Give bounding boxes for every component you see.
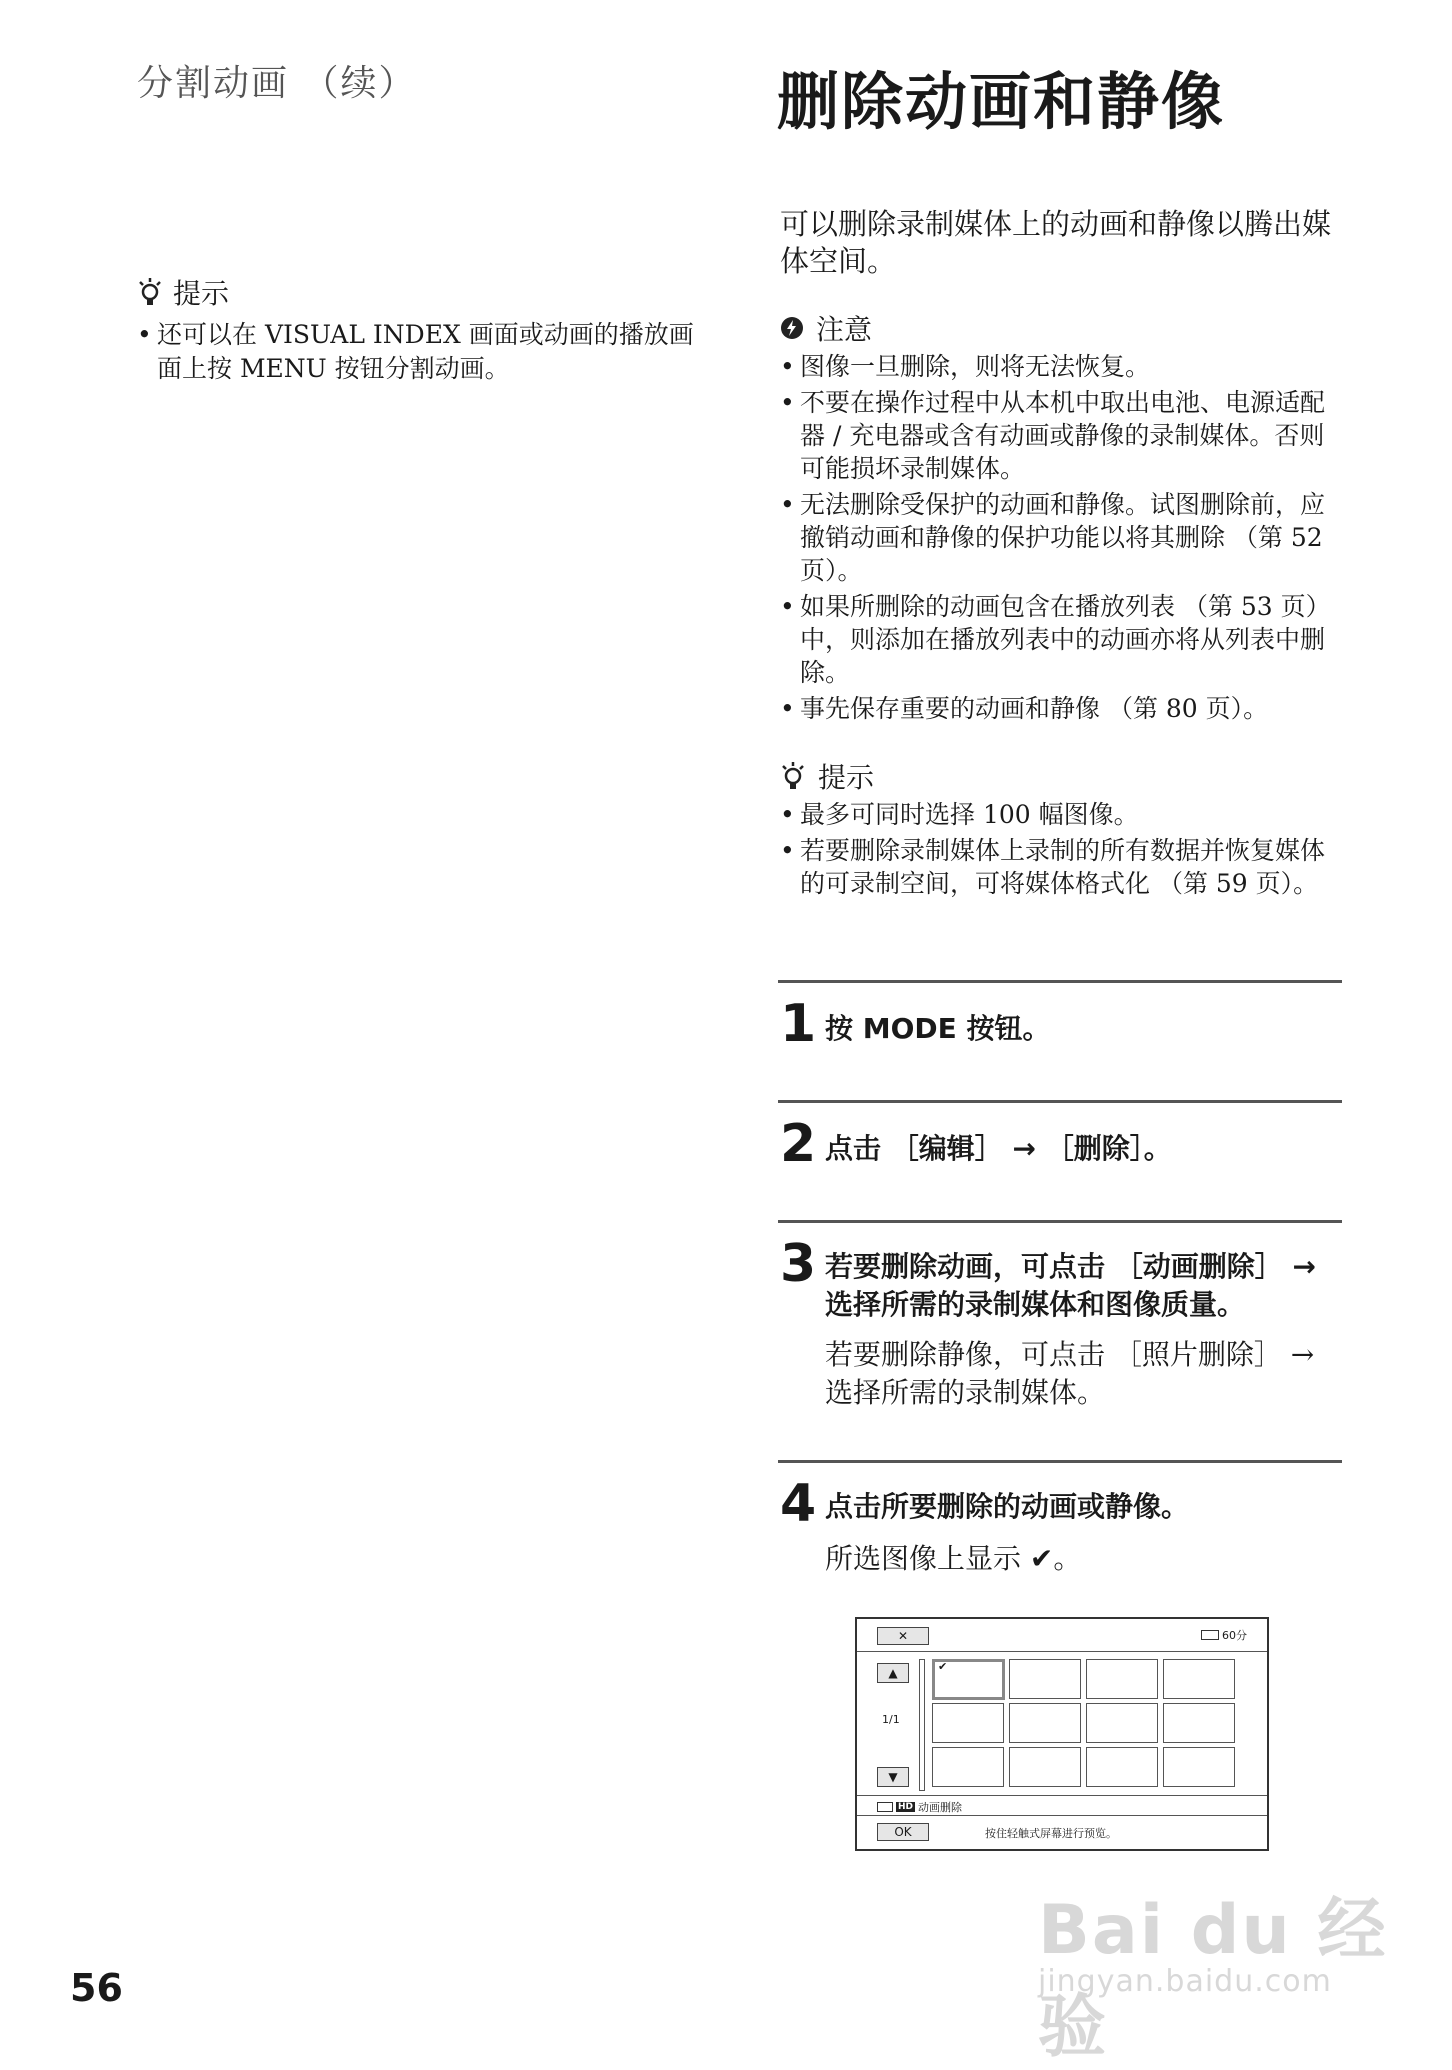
battery-status (1201, 1627, 1247, 1643)
thumbnail-cell[interactable] (932, 1747, 1004, 1787)
thumbnail-cell[interactable] (932, 1703, 1004, 1743)
step-divider (778, 1460, 1342, 1463)
thumbnail-cell[interactable] (1009, 1659, 1081, 1699)
divider (857, 1651, 1267, 1652)
page-indicator: 1/1 (882, 1713, 900, 1726)
camera-screen-mockup (855, 1617, 1269, 1851)
watermark-logo: Bai du 经验 (1038, 1891, 1388, 2067)
intro-text: 可以删除录制媒体上的动画和静像以腾出媒体空间。 (780, 207, 1332, 278)
left-tip-title: 提示 (173, 277, 230, 310)
step-number: 4 (780, 1474, 817, 1534)
step-text: 若要删除动画，可点击 ［动画删除］ → 选择所需的录制媒体和图像质量。 (825, 1250, 1316, 1321)
thumbnail-cell[interactable] (932, 1659, 1005, 1700)
step-divider (778, 1220, 1342, 1223)
battery-remaining: 60分 (1222, 1629, 1247, 1642)
thumbnail-cell[interactable] (1009, 1747, 1081, 1787)
quality-badge: HD (898, 1802, 914, 1812)
right-tip-heading (780, 756, 874, 796)
page-number: 56 (70, 1966, 123, 2010)
caution-heading (780, 308, 872, 348)
running-header: 分割动画 （续） (137, 63, 417, 104)
divider (857, 1815, 1267, 1816)
divider (857, 1795, 1267, 1796)
page-title: 删除动画和静像 (777, 65, 1226, 138)
step-text: 按 MODE 按钮。 (825, 1012, 1051, 1045)
step-divider (778, 1100, 1342, 1103)
step-number: 1 (780, 994, 817, 1054)
close-button[interactable]: ✕ (877, 1627, 929, 1645)
step-divider (778, 980, 1342, 983)
scroll-down-button[interactable]: ▼ (877, 1767, 909, 1787)
preview-hint: 按住轻触式屏幕进行预览。 (985, 1827, 1117, 1840)
caution-icon (780, 316, 804, 340)
scrollbar[interactable] (919, 1659, 925, 1791)
list-item: • 无法删除受保护的动画和静像。试图删除前，应撤销动画和静像的保护功能以将其删除 （第 52 页）。 (780, 488, 1340, 587)
thumbnail-cell[interactable] (1009, 1703, 1081, 1743)
check-icon: ✔ (938, 1660, 948, 1673)
step-subtext: 所选图像上显示 ✔。 (825, 1542, 1082, 1575)
caution-title: 注意 (816, 313, 873, 346)
left-tip-list (137, 318, 717, 389)
step-text: 点击所要删除的动画或静像。 (825, 1490, 1190, 1523)
step-subtext: 若要删除静像，可点击 ［照片删除］ → 选择所需的录制媒体。 (825, 1338, 1315, 1409)
step-number: 2 (780, 1114, 817, 1174)
thumbnail-cell[interactable] (1086, 1659, 1158, 1699)
mode-status (877, 1799, 962, 1815)
caution-list (780, 350, 1340, 728)
list-item: • 若要删除录制媒体上录制的所有数据并恢复媒体的可录制空间，可将媒体格式化 （第 59 页）。 (780, 834, 1340, 900)
left-tip-heading (137, 272, 229, 312)
list-item: • 最多可同时选择 100 幅图像。 (780, 798, 1340, 831)
thumbnail-cell[interactable] (1086, 1747, 1158, 1787)
mode-label: 动画删除 (918, 1801, 963, 1814)
ok-button[interactable]: OK (877, 1823, 929, 1841)
thumbnail-cell[interactable] (1163, 1747, 1235, 1787)
step-text: 点击 ［编辑］ → ［删除］。 (825, 1132, 1172, 1165)
list-item: • 还可以在 VISUAL INDEX 画面或动画的播放画面上按 MENU 按钮分割动画。 (137, 318, 717, 386)
right-tip-title: 提示 (818, 761, 875, 794)
thumbnail-cell[interactable] (1086, 1703, 1158, 1743)
lightbulb-icon (780, 761, 806, 791)
list-item: • 不要在操作过程中从本机中取出电池、电源适配器 / 充电器或含有动画或静像的录制媒体。否则可能损坏录制媒体。 (780, 386, 1340, 485)
lightbulb-icon (137, 277, 163, 307)
watermark-url: jingyan.baidu.com (1038, 1964, 1332, 1999)
battery-icon (1201, 1630, 1219, 1640)
list-item: • 如果所删除的动画包含在播放列表 （第 53 页）中，则添加在播放列表中的动画亦将从列表中删除。 (780, 590, 1340, 689)
step-number: 3 (780, 1234, 817, 1294)
thumbnail-cell[interactable] (1163, 1659, 1235, 1699)
media-icon (877, 1802, 893, 1812)
scroll-up-button[interactable]: ▲ (877, 1663, 909, 1683)
list-item: • 图像一旦删除，则将无法恢复。 (780, 350, 1340, 383)
list-item: • 事先保存重要的动画和静像 （第 80 页）。 (780, 692, 1340, 725)
thumbnail-cell[interactable] (1163, 1703, 1235, 1743)
right-tip-list (780, 798, 1340, 903)
